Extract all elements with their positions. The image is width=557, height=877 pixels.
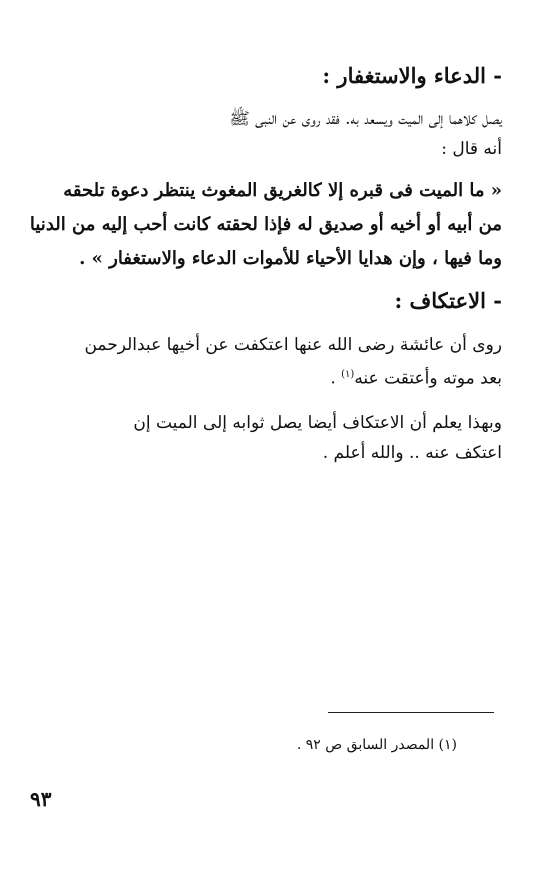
body-line: أنه قال :	[441, 139, 502, 159]
section-itikaf-body	[52, 330, 502, 394]
section-dua-body	[52, 104, 502, 164]
footnote: (١) المصدر السابق ص ٩٢ .	[296, 737, 457, 753]
section-heading-itikaf: - الاعتكاف :	[394, 288, 502, 313]
body-line	[52, 360, 502, 394]
body-line: يصل كلاهما إلى الميت ويسعد به. فقد روى عن النبى ﷺ	[229, 109, 502, 129]
section-heading-dua: - الدعاء والاستغفار :	[322, 63, 502, 88]
footnote-reference: (١)	[341, 369, 355, 380]
footnote-divider	[328, 712, 494, 713]
quote-line: وما فيها ، وإن هدايا الأحياء للأموات الدعاء والاستغفار » .	[79, 248, 502, 269]
body-line: اعتكف عنه .. والله أعلم .	[322, 443, 502, 463]
section-dua-istighfar	[52, 62, 502, 90]
body-line: وبهذا يعلم أن الاعتكاف أيضا يصل ثوابه إلى الميت إن	[133, 413, 502, 433]
quote-line: « ما الميت فى قبره إلا كالغريق المغوث ينتظر دعوة تلحقه	[63, 180, 502, 201]
section-itikaf-conclusion	[52, 408, 502, 468]
page-number: ٩٣	[30, 787, 52, 811]
section-itikaf	[52, 287, 502, 315]
body-line: روى أن عائشة رضى الله عنها اعتكفت عن أخيها عبدالرحمن	[84, 335, 502, 355]
quote-line: من أبيه أو أخيه أو صديق له فإذا لحقته كانت أحب إليه من الدنيا	[29, 214, 502, 235]
body-text: .	[330, 368, 342, 389]
body-text: بعد موته وأعتقت عنه	[354, 368, 502, 389]
hadith-quote	[29, 174, 502, 276]
